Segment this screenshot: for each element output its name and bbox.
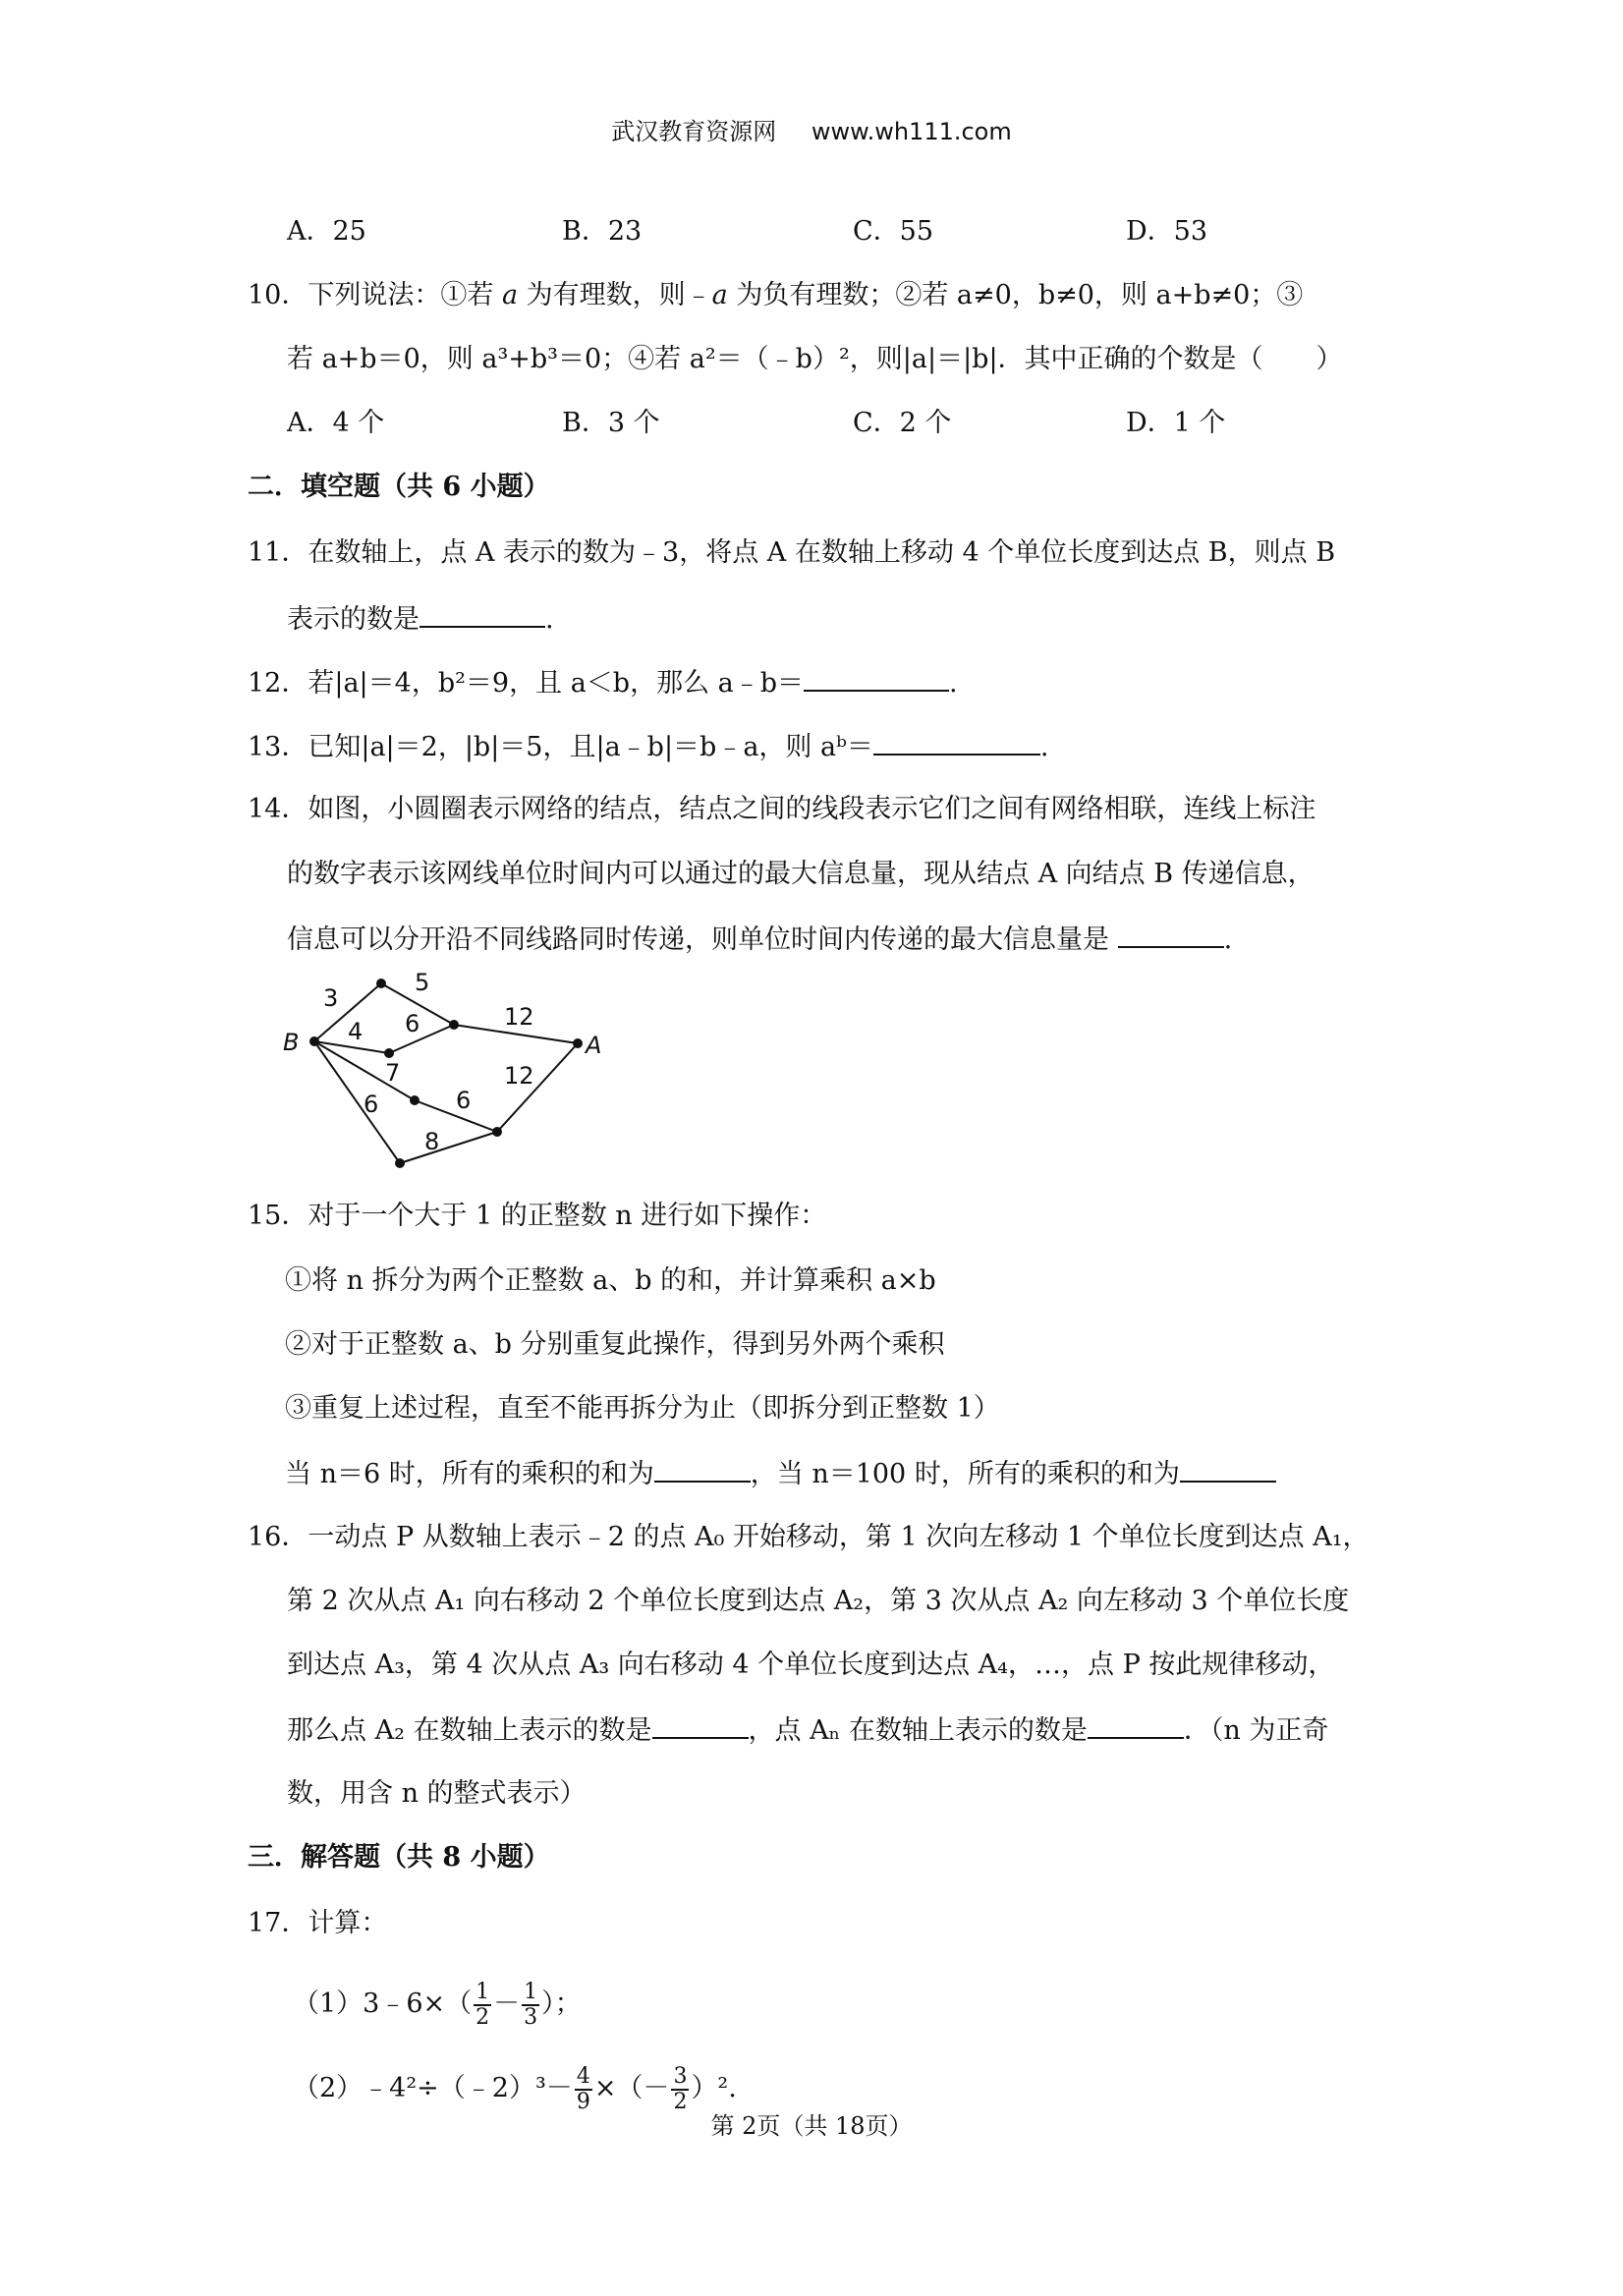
node-label-a: A [586,1032,602,1059]
edge-center-mid [389,1025,454,1053]
q12-answer-blank[interactable] [804,664,949,692]
edge-label: 12 [504,1003,534,1031]
q11-line2: 表示的数是 . [287,600,554,638]
q17-title: 17．计算： [248,1908,388,1938]
fraction: $\frac{1}{3}$ [524,1979,538,2030]
node-bottom [395,1158,405,1168]
q16-line2: 第 2 次从点 A₁ 向右移动 2 个单位长度到达点 A₂，第 3 次从点 A₂ 向左移动 3 个单位长度 [287,1586,1350,1616]
edge-label: 7 [385,1059,401,1087]
q16-line1: 16．一动点 P 从数轴上表示﹣2 的点 A₀ 开始移动，第 1 次向左移动 1 个单位长度到达点 A₁， [248,1522,1370,1552]
q16-answer-blank-2[interactable] [1088,1711,1184,1739]
q15-step1: ①将 n 拆分为两个正整数 a、b 的和，并计算乘积 a×b [285,1265,936,1296]
q14-line3: 信息可以分开沿不同线路同时传递，则单位时间内传递的最大信息量是 . [287,921,1232,958]
edge-label: 6 [364,1091,379,1118]
q15-answer-blank-2[interactable] [1180,1455,1276,1483]
q10-option-d: D．1 个 [1126,408,1226,438]
header-url: www.wh111.com [811,118,1012,145]
edge-label: 5 [415,969,430,996]
q11-answer-blank[interactable] [420,600,545,628]
q9-option-b: B．23 [562,216,643,247]
node-a [573,1038,583,1048]
q16-answer-blank-1[interactable] [652,1711,749,1739]
q15-answer-blank-1[interactable] [654,1455,751,1483]
q9-option-d: D．53 [1126,216,1208,247]
fraction: $\frac{4}{9}$ [576,2063,590,2114]
q13-line: 13．已知|a|＝2，|b|＝5，且|a﹣b|＝b﹣a，则 aᵇ＝ . [248,728,1049,765]
fraction: $\frac{1}{2}$ [476,1979,490,2030]
edge-label: 8 [424,1128,440,1155]
q9-option-c: C．55 [853,216,934,247]
q17-part2: （2）﹣4²÷（﹣2）³－ $\frac{4}{9}$ ×（－ $\frac{3}{2}$ ）². [293,2063,737,2114]
q14-line2: 的数字表示该网线单位时间内可以通过的最大信息量，现从结点 A 向结点 B 传递信息， [287,859,1315,889]
q15-line1: 15．对于一个大于 1 的正整数 n 进行如下操作： [248,1201,827,1231]
q14-line1: 14．如图，小圆圈表示网络的结点，结点之间的线段表示它们之间有网络相联，连线上标注 [248,794,1316,824]
q15-step3: ③重复上述过程，直至不能再拆分为止（即拆分到正整数 1） [285,1393,1000,1424]
q10-line2: 若 a+b＝0，则 a³+b³＝0；④若 a²＝（﹣b）²，则|a|＝|b|．其中正确的个数是（ ） [287,344,1343,374]
q13-answer-blank[interactable] [873,728,1040,756]
node-right [492,1127,502,1137]
q10-option-b: B．3 个 [562,408,660,438]
node-top [376,979,386,988]
graph-edges [314,983,578,1163]
header-site: 武汉教育资源网 [611,118,777,145]
q14-answer-blank[interactable] [1118,921,1224,948]
edge-bottom-right [400,1132,497,1163]
q12-line: 12．若|a|＝4，b²＝9，且 a＜b，那么 a﹣b＝ . [248,664,958,701]
page-header [0,116,1623,147]
edge-label: 6 [405,1010,420,1037]
q16-line3: 到达点 A₃，第 4 次从点 A₃ 向右移动 4 个单位长度到达点 A₄，…，点 P 按此规律移动， [287,1650,1335,1680]
q9-option-a: A．25 [287,216,366,247]
q10-line1: 10．下列说法：①若 a 为有理数，则﹣a 为负有理数；②若 a≠0，b≠0，则 a+b≠0；③ [248,280,1304,310]
fraction: $\frac{3}{2}$ [673,2063,688,2114]
node-mid [449,1020,459,1030]
q15-last: 当 n＝6 时，所有的乘积的和为 ，当 n＝100 时，所有的乘积的和为 [285,1455,1276,1492]
graph-nodes [309,979,583,1168]
node-b [309,1036,319,1046]
node-lowmid [410,1095,420,1105]
q16-line5: 数，用含 n 的整式表示） [287,1778,587,1809]
section-fill-in-heading: 二．填空题（共 6 小题） [248,472,550,502]
edge-label: 4 [348,1018,364,1045]
edge-label: 12 [504,1062,534,1090]
section-answer-heading: 三．解答题（共 8 小题） [248,1842,550,1873]
q15-step2: ②对于正整数 a、b 分别重复此操作，得到另外两个乘积 [285,1329,945,1360]
network-graph [275,963,629,1179]
edge-label: 3 [323,984,339,1012]
q10-option-a: A．4 个 [287,408,385,438]
q17-part1: （1）3﹣6×（ $\frac{1}{2}$ － $\frac{1}{3}$ ）； [293,1979,582,2030]
node-label-b: B [283,1029,300,1056]
node-center [384,1048,394,1058]
edge-label: 6 [456,1087,472,1114]
q16-line4: 那么点 A₂ 在数轴上表示的数是 ，点 Aₙ 在数轴上表示的数是 ．（n 为正奇 [287,1711,1328,1749]
q10-option-c: C．2 个 [853,408,952,438]
page-footer: 第 2页（共 18页） [710,2112,913,2140]
q11-line1: 11．在数轴上，点 A 表示的数为﹣3，将点 A 在数轴上移动 4 个单位长度到达点 B，则点 B [248,537,1336,568]
